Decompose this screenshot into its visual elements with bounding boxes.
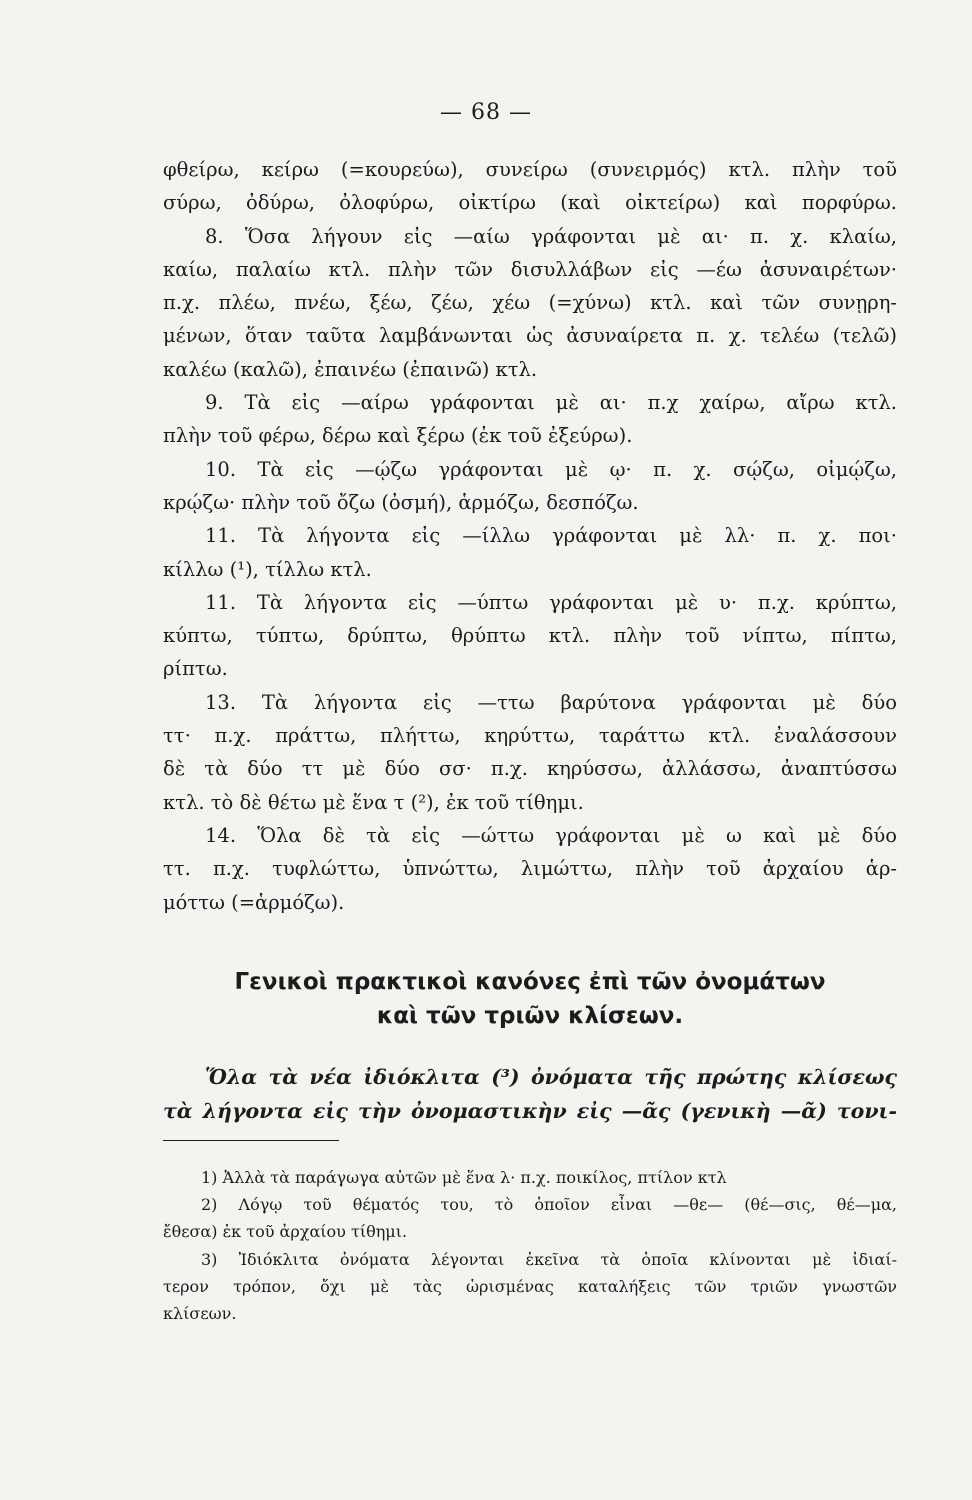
rule-14-line: 14. Ὅλα δὲ τὰ εἰς —ώττω γράφονται μὲ ω καὶ μὲ δύο xyxy=(205,823,897,847)
text-line: δὲ τὰ δύο ττ μὲ δύο σσ· π.χ. κηρύσσω, ἀλλάσσω, ἀναπτύσσω xyxy=(163,757,897,781)
text-line: π.χ. πλέω, πνέω, ξέω, ζέω, χέω (=χύνω) κτλ. καὶ τῶν συνῃρη- xyxy=(163,291,897,315)
text-line: κίλλω (¹), τίλλω κτλ. xyxy=(163,557,372,581)
text-line: κύπτω, τύπτω, δρύπτω, θρύπτω κτλ. πλὴν τοῦ νίπτω, πίπτω, xyxy=(163,624,897,648)
footnote-2: 2) Λόγῳ τοῦ θέματός του, τὸ ὁποῖον εἶναι —θε— (θέ—σις, θέ—μα, xyxy=(201,1195,897,1215)
rule-11-line: 11. Τὰ λήγοντα εἰς —ίλλω γράφονται μὲ λλ· π. χ. ποι· xyxy=(205,524,897,548)
text-line: φθείρω, κείρω (=κουρεύω), συνείρω (συνειρμός) κτλ. πλὴν τοῦ xyxy=(163,158,897,181)
text-line: μένων, ὅταν ταῦτα λαμβάνωνται ὡς ἀσυναίρετα π. χ. τελέω (τελῶ) xyxy=(163,324,897,348)
text-line: τὰ λήγοντα εἰς τὴν ὀνομαστικὴν εἰς —ᾶς (γενικὴ —ᾶ) τονι- xyxy=(163,1099,897,1123)
footnote-divider xyxy=(163,1140,339,1141)
section-heading-2: καὶ τῶν τριῶν κλίσεων. xyxy=(376,1003,684,1029)
text-line: ττ· π.χ. πράττω, πλήττω, κηρύττω, ταράττω κτλ. ἐναλάσσουν xyxy=(163,724,897,748)
footnotes xyxy=(163,1164,897,1327)
text-line: μόττω (=ἁρμόζω). xyxy=(163,890,345,914)
text-line: κτλ. τὸ δὲ θέτω μὲ ἕνα τ (²), ἐκ τοῦ τίθημι. xyxy=(163,790,584,814)
rule-8-line: 8. Ὅσα λήγουν εἰς —αίω γράφονται μὲ αι· π. χ. κλαίω, xyxy=(205,224,897,248)
footnote-1: 1) Ἀλλὰ τὰ παράγωγα αὐτῶν μὲ ἕνα λ· π.χ. ποικίλος, πτίλον κτλ xyxy=(201,1168,727,1187)
footnote-2-cont: ἔθεσα) ἐκ τοῦ ἀρχαίου τίθημι. xyxy=(163,1222,408,1242)
text-line: καίω, παλαίω κτλ. πλὴν τῶν δισυλλάβων εἰς —έω ἀσυναιρέτων· xyxy=(163,257,897,281)
text-line: Ὅλα τὰ νέα ἰδιόκλιτα (³) ὀνόματα τῆς πρώτης κλίσεως xyxy=(205,1065,897,1089)
rule-13-line: 13. Τὰ λήγοντα εἰς —ττω βαρύτονα γράφονται μὲ δύο xyxy=(205,690,897,714)
rule-10-line: 10. Τὰ εἰς —ῴζω γράφονται μὲ ῳ· π. χ. σῴζω, οἰμῴζω, xyxy=(205,457,897,481)
main-text xyxy=(163,153,897,919)
text-line: καλέω (καλῶ), ἐπαινέω (ἐπαινῶ) κτλ. xyxy=(163,357,538,381)
text-line: ρίπτω. xyxy=(163,657,228,681)
rule-9-line: 9. Τὰ εἰς —αίρω γράφονται μὲ αι· π.χ χαίρω, αἴρω κτλ. xyxy=(205,391,897,415)
text-line: ττ. π.χ. τυφλώττω, ὑπνώττω, λιμώττω, πλὴν τοῦ ἀρχαίου ἁρ- xyxy=(163,857,897,881)
rule-11b-line: 11. Τὰ λήγοντα εἰς —ύπτω γράφονται μὲ υ· π.χ. κρύπτω, xyxy=(205,590,897,614)
footnote-3: 3) Ἰδιόκλιτα ὀνόματα λέγονται ἐκεῖνα τὰ ὁποῖα κλίνονται μὲ ἰδιαί- xyxy=(201,1249,897,1269)
section-paragraph xyxy=(163,1060,897,1128)
section-heading: Γενικοὶ πρακτικοὶ κανόνες ἐπὶ τῶν ὀνομάτων xyxy=(234,969,826,995)
footnote-3-cont: τερον τρόπον, ὄχι μὲ τὰς ὡρισμένας καταλήξεις τῶν τριῶν γνωστῶν xyxy=(163,1276,897,1296)
text-line: κρῴζω· πλὴν τοῦ ὄζω (ὀσμή), ἁρμόζω, δεσπόζω. xyxy=(163,490,639,514)
text-line: σύρω, ὀδύρω, ὀλοφύρω, οἰκτίρω (καὶ οἰκτείρω) καὶ πορφύρω. xyxy=(163,191,897,215)
text-line: πλὴν τοῦ φέρω, δέρω καὶ ξέρω (ἐκ τοῦ ἐξεύρω). xyxy=(163,424,633,448)
footnote-3-end: κλίσεων. xyxy=(163,1303,237,1323)
page-number: — 68 — xyxy=(440,100,532,125)
